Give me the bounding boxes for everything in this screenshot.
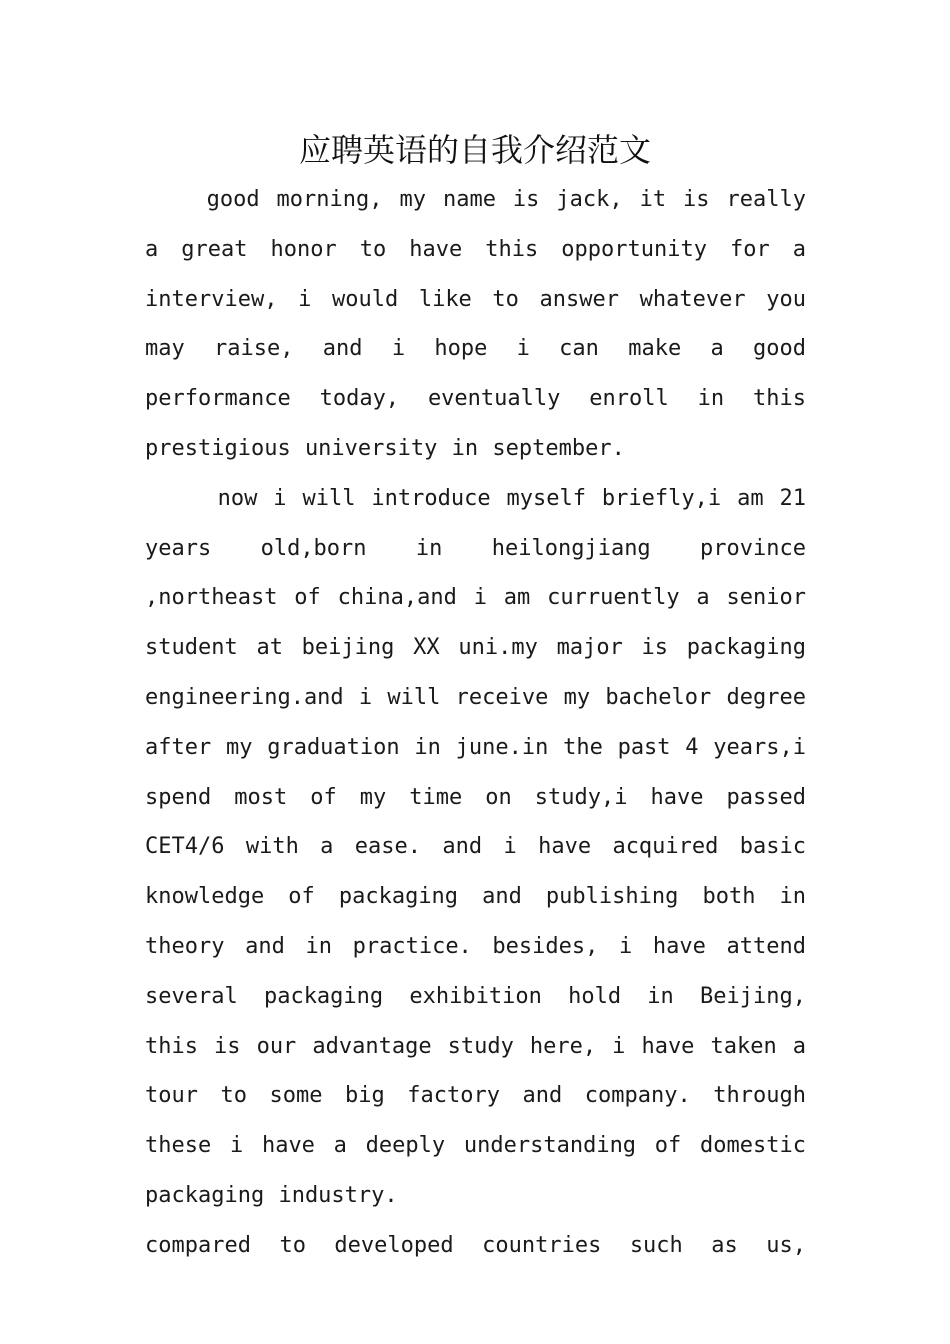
paragraph-intro: good morning, my name is jack, it is really a great honor to have this opportunity for a interview, i would like to answer whatever you may raise, and i hope i can make a good performance today, eventually enroll in this prestigious university in september. — [145, 187, 806, 461]
document-body — [145, 175, 806, 1271]
paragraph-comparison: compared to developed countries such as us, — [145, 1232, 806, 1258]
document-title: 应聘英语的自我介绍范文 — [298, 131, 651, 169]
paragraph-background: now i will introduce myself briefly,i am 21 years old,born in heilongjiang province ,northeast of china,and i am curruently a senior student at beijing XX uni.my major is packaging engineering.and i will receive my bachelor degree after my graduation in june.in the past 4 years,i spend most of my time on study,i have passed CET4/6 with a ease. and i have acquired basic knowledge of packaging and publishing both in theory and in practice. besides, i have attend several packaging exhibition hold in Beijing, this is our advantage study here, i have taken a tour to some big factory and company. through these i have a deeply understanding of domestic packaging industry. — [145, 485, 806, 1208]
